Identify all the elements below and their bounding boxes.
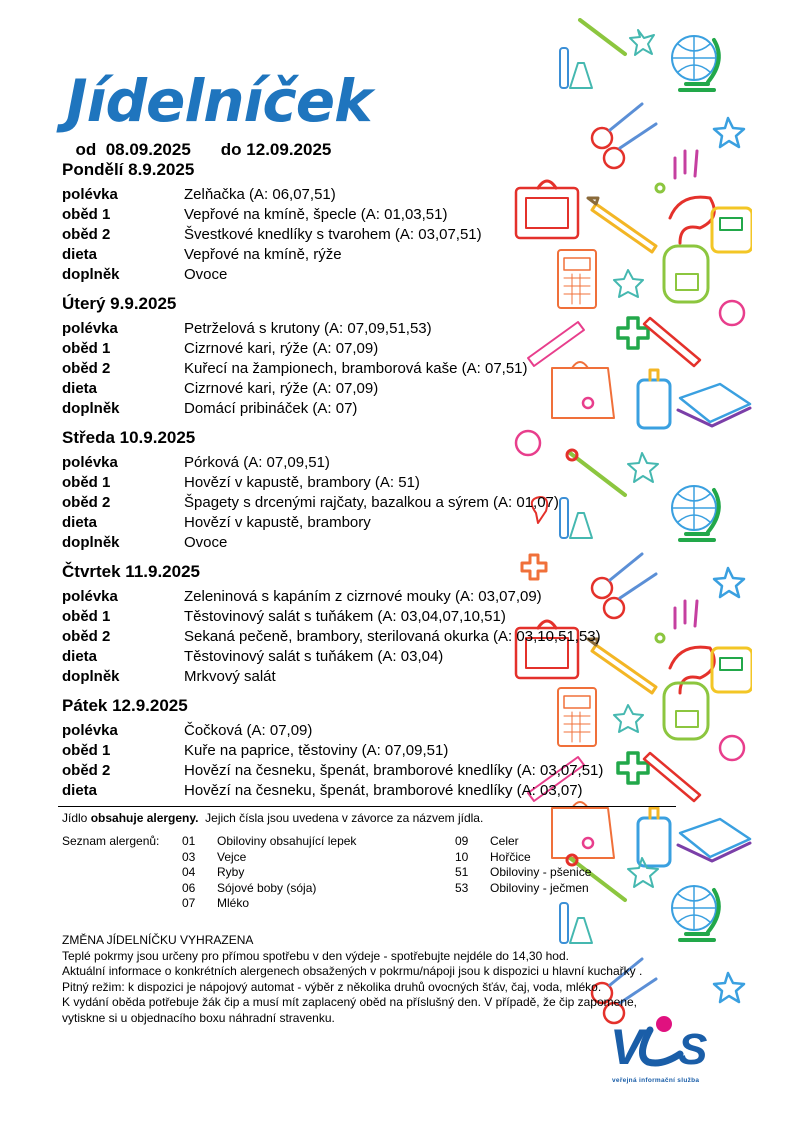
meal-value: Špagety s drcenými rajčaty, bazalkou a sýrem (A: 01,07) [184,494,559,511]
allergen-item [455,865,591,881]
day-title: Středa 10.9.2025 [62,428,196,447]
meal-value: Hovězí na česneku, špenát, bramborové knedlíky (A: 03,07) [184,782,583,799]
meal-label: oběd 1 [62,742,111,759]
from-date: 08.09.2025 [105,140,191,159]
allergen-code: 01 [182,834,196,848]
allergen-item [455,881,591,897]
meal-label: polévka [62,588,118,605]
day-title: Pátek 12.9.2025 [62,696,188,715]
meal-value: Vepřové na kmíně, špecle (A: 01,03,51) [184,206,448,223]
meal-value: Mrkvový salát [184,668,276,685]
meal-value: Zeleninová s kapáním z cizrnové mouky (A: 03,07,09) [184,588,542,605]
allergen-note [62,811,483,825]
star-icon [714,973,744,1002]
allergen-code: 09 [455,834,469,848]
note-drinking: Pitný režim: k dispozici je nápojový automat - výběr z několika druhů ovocných šťáv, čaj, voda, mléko. [62,979,602,994]
bus-icon [712,208,752,252]
vis-logo-mark [606,1012,726,1076]
meal-value: Vepřové na kmíně, rýže [184,246,342,263]
allergen-name: Obiloviny - pšenice [490,865,592,879]
meal-value: Domácí pribináček (A: 07) [184,400,358,417]
note-hot-meals: Teplé pokrmy jsou určeny pro přímou spotřebu v den výdeje - spotřebujte nejdéle do 14,30 hod. [62,948,569,963]
meal-label: oběd 2 [62,494,111,511]
vis-logo [606,1012,726,1088]
meal-value: Těstovinový salát s tuňákem (A: 03,04,07,10,51) [184,608,506,625]
meal-value: Těstovinový salát s tuňákem (A: 03,04) [184,648,444,665]
allergen-item [182,896,356,912]
star-icon [628,858,658,887]
menu-row [62,359,682,379]
meal-value: Zelňačka (A: 06,07,51) [184,186,336,203]
menu-row [62,513,682,533]
date-range [66,120,361,160]
meal-label: dieta [62,782,98,799]
menu-row [62,379,682,399]
menu-row [62,493,682,513]
menu-row [62,627,682,647]
star-icon [714,118,744,147]
glue-icon [638,808,670,866]
day-section [62,695,682,801]
meal-value: Pórková (A: 07,09,51) [184,454,330,471]
page-title: Jídelníček [66,67,372,135]
meal-label: oběd 1 [62,608,111,625]
meal-value: Kuřecí na žampionech, bramborová kaše (A: 07,51) [184,360,528,377]
meal-label: polévka [62,722,118,739]
menu-row [62,721,682,741]
star-icon [714,568,744,597]
to-label: do [220,140,242,159]
note-chip: K vydání oběda potřebuje žák čip a musí mít zaplacený oběd na příslušný den. V případě, že čip zapomene, vytiskne si u objednacího boxu náhradní stravenku. [62,995,638,1025]
allergen-name: Obiloviny obsahující lepek [217,834,357,848]
allergen-name: Hořčice [490,849,531,864]
menu-row [62,781,682,801]
bus-icon [712,648,752,692]
menu-row [62,667,682,687]
book-icon [678,384,750,426]
from-label: od [75,140,97,159]
meal-label: dieta [62,648,98,665]
menu-row [62,245,682,265]
allergen-code: 04 [182,865,196,879]
menu-row [62,761,682,781]
allergen-item [182,865,356,881]
day-title: Pondělí 8.9.2025 [62,160,195,179]
meal-value: Sekaná pečeně, brambory, sterilovaná okurka (A: 03,10,51,53) [184,628,601,645]
allergen-name: Mléko [217,896,250,910]
day-title: Čtvrtek 11.9.2025 [62,562,200,581]
globe-icon [672,36,719,90]
menu-row [62,587,682,607]
menu-row [62,205,682,225]
menu-days [62,159,682,801]
to-date: 12.09.2025 [246,140,332,159]
day-title: Úterý 9.9.2025 [62,294,177,313]
footer-notes [62,933,682,1026]
meal-label: dieta [62,380,98,397]
divider-line [58,806,676,807]
allergen-column-right [455,834,591,896]
logo-swoosh [642,1030,680,1063]
day-section [62,561,682,687]
menu-row [62,185,682,205]
meal-value: Petrželová s krutony (A: 07,09,51,53) [184,320,432,337]
allergen-name: Ryby [217,865,245,879]
meal-label: doplněk [62,400,120,417]
meal-label: doplněk [62,668,120,685]
allergen-code: 07 [182,896,196,910]
allergen-item [455,834,591,850]
meal-label: polévka [62,186,118,203]
allergen-code: 51 [455,865,469,879]
note-allergen-info: Aktuální informace o konkrétních alergenech obsažených v pokrmu/nápoji jsou k dispozici u hlavní kuchařky . [62,964,643,978]
menu-row [62,647,682,667]
day-section [62,293,682,419]
allergen-code: 10 [455,849,469,864]
star-icon [630,30,654,55]
paintbrush-icon [580,20,625,54]
meal-label: oběd 2 [62,360,111,377]
meal-label: oběd 2 [62,628,111,645]
menu-row [62,453,682,473]
menu-row [62,741,682,761]
allergen-note-prefix: Jídlo [62,811,91,825]
allergen-code: 53 [455,880,469,895]
meal-label: oběd 2 [62,226,111,243]
menu-row [62,533,682,553]
globe-icon [672,886,719,940]
allergen-column-left [182,834,356,912]
logo-tagline: veřejná informační služba [612,1077,700,1084]
menu-row [62,607,682,627]
menu-row [62,225,682,245]
meal-value: Ovoce [184,534,228,551]
allergen-item [182,834,356,850]
meal-label: dieta [62,246,98,263]
meal-value: Hovězí v kapustě, brambory (A: 51) [184,474,420,491]
allergen-item [182,850,356,866]
allergen-name: Vejce [217,849,247,864]
meal-label: dieta [62,514,98,531]
flower-icon [720,301,744,325]
meal-value: Kuře na paprice, těstoviny (A: 07,09,51) [184,742,449,759]
allergen-list-caption: Seznam alergenů: [62,834,160,848]
allergen-note-suffix: Jejich čísla jsou uvedena v závorce za názvem jídla. [198,811,484,825]
allergen-name: Obiloviny - ječmen [490,880,589,895]
day-section [62,427,682,553]
allergen-item [182,881,356,897]
meal-value: Čočková (A: 07,09) [184,722,313,739]
allergen-name: Sójové boby (sója) [217,880,317,895]
menu-row [62,399,682,419]
menu-row [62,319,682,339]
allergen-note-bold: obsahuje alergeny. [90,811,199,825]
meal-label: oběd 1 [62,340,111,357]
note-change-reserved: ZMĚNA JÍDELNÍČKU VYHRAZENA [62,933,254,947]
allergen-item [455,850,591,866]
book-icon [678,819,750,861]
menu-row [62,265,682,285]
day-section [62,159,682,285]
meal-label: doplněk [62,266,120,283]
menu-row [62,473,682,493]
meal-label: oběd 1 [62,206,111,223]
meal-value: Švestkové knedlíky s tvarohem (A: 03,07,51) [184,226,482,243]
date-range-to [221,140,332,159]
logo-dot [656,1016,672,1032]
date-range-from [75,140,190,159]
meal-label: oběd 1 [62,474,111,491]
meal-value: Hovězí na česneku, špenát, bramborové knedlíky (A: 03,07,51) [184,762,604,779]
allergen-code: 03 [182,849,196,864]
meal-value: Ovoce [184,266,228,283]
meal-value: Hovězí v kapustě, brambory [184,514,371,531]
allergen-name: Celer [490,834,519,848]
flower-icon [720,736,744,760]
logo-letter-s: S [678,1025,708,1074]
meal-label: polévka [62,454,118,471]
meal-value: Cizrnové kari, rýže (A: 07,09) [184,380,379,397]
meal-label: polévka [62,320,118,337]
test-tubes-icon [560,48,592,88]
logo-letter-v: V [610,1019,644,1075]
menu-row [62,339,682,359]
meal-value: Cizrnové kari, rýže (A: 07,09) [184,340,379,357]
meal-label: oběd 2 [62,762,111,779]
meal-label: doplněk [62,534,120,551]
allergen-code: 06 [182,880,196,895]
